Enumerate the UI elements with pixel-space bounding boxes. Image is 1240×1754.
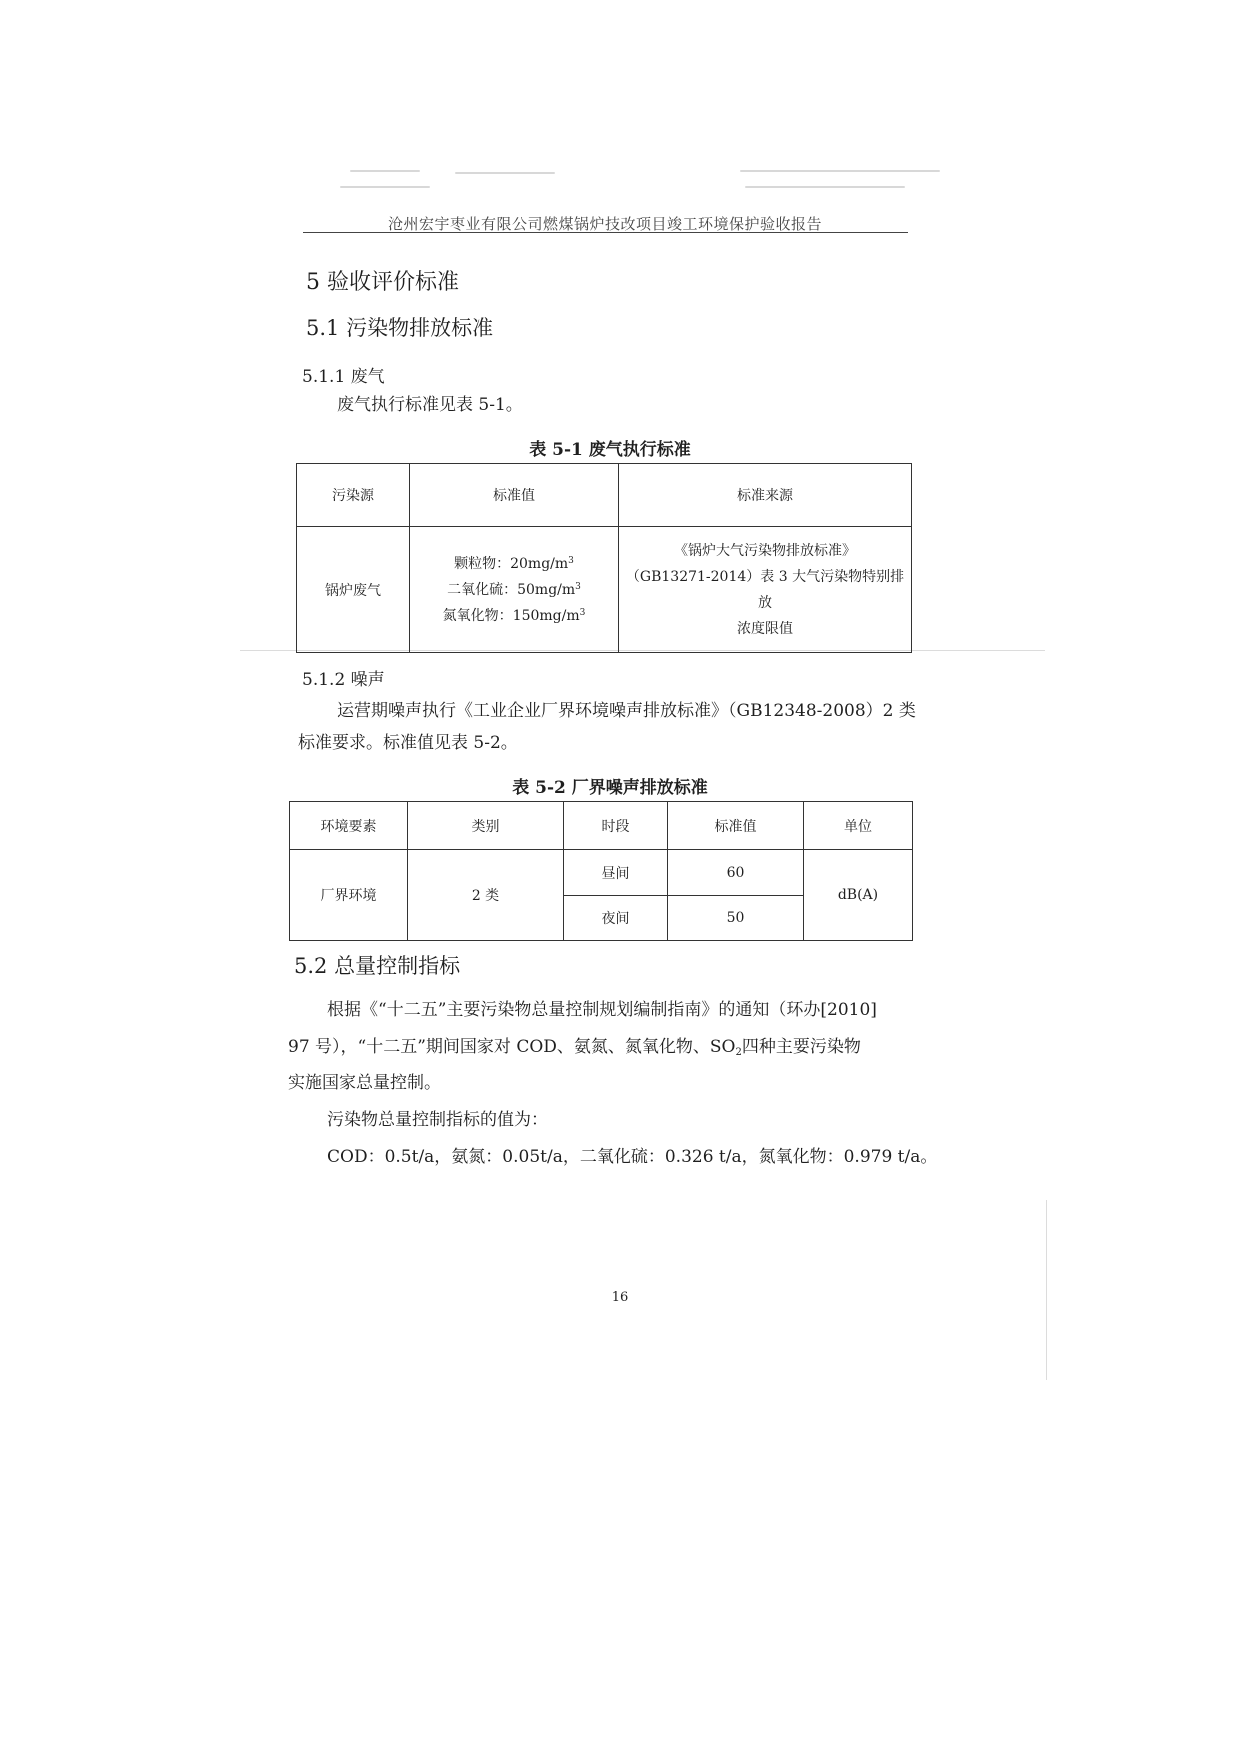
paragraph: 污染物总量控制指标的值为：	[327, 1110, 548, 1130]
paragraph: 运营期噪声执行《工业企业厂界环境噪声排放标准》（GB12348-2008）2 类	[337, 701, 916, 721]
origin-line: 浓度限值	[737, 620, 793, 637]
table-cell-origin	[619, 527, 912, 653]
scan-artifact	[350, 170, 420, 172]
subsection-title: 5.2 总量控制指标	[294, 954, 461, 978]
subsubsection-title: 5.1.1 废气	[302, 367, 385, 387]
header-rule	[303, 232, 908, 233]
paragraph: 实施国家总量控制。	[288, 1073, 441, 1093]
subsection-title: 5.1 污染物排放标准	[306, 316, 494, 340]
table-cell-category: 2 类	[408, 850, 564, 941]
table-header-cell: 时段	[564, 802, 668, 850]
noise-standard-table	[289, 801, 913, 941]
scan-artifact	[340, 186, 430, 188]
table-cell-values	[410, 527, 619, 653]
table-header-cell: 标准来源	[619, 464, 912, 527]
table-header-cell: 标准值	[668, 802, 804, 850]
value-line: 二氧化硫：$50mg/m^3$	[447, 581, 581, 598]
table-caption: 表 5-2 厂界噪声排放标准	[512, 778, 708, 798]
table-header-cell: 环境要素	[290, 802, 408, 850]
table-cell-value: 60	[668, 850, 804, 896]
table-cell-unit: dB(A)	[804, 850, 913, 941]
table-cell-period: 夜间	[564, 896, 668, 941]
table-header-cell: 单位	[804, 802, 913, 850]
scan-artifact	[455, 172, 555, 174]
table-header-cell: 类别	[408, 802, 564, 850]
running-header: 沧州宏宇枣业有限公司燃煤锅炉技改项目竣工环境保护验收报告	[387, 215, 822, 233]
scan-artifact	[745, 186, 905, 188]
paragraph: 标准要求。标准值见表 5-2。	[298, 733, 518, 753]
subsubsection-title: 5.1.2 噪声	[302, 670, 385, 690]
table-header-cell: 污染源	[297, 464, 410, 527]
paragraph: 废气执行标准见表 5-1。	[337, 395, 523, 415]
value-line: 氮氧化物：$150mg/m^3$	[442, 607, 586, 624]
page-number: 16	[611, 1290, 629, 1305]
scan-artifact	[740, 170, 940, 172]
table-cell-source: 锅炉废气	[297, 527, 410, 653]
table-cell-value: 50	[668, 896, 804, 941]
emission-standard-table	[296, 463, 912, 653]
section-title: 5 验收评价标准	[306, 270, 459, 295]
value-line: 颗粒物：$20mg/m^3$	[454, 555, 574, 572]
table-cell-period: 昼间	[564, 850, 668, 896]
origin-line: （GB13271-2014）表 3 大气污染物特别排放	[625, 568, 905, 611]
table-header-cell: 标准值	[410, 464, 619, 527]
paragraph: 根据《“十二五”主要污染物总量控制规划编制指南》的通知（环办[2010]	[327, 1000, 877, 1020]
paragraph: COD：0.5t/a，氨氮：0.05t/a，二氧化硫：0.326 t/a，氮氧化物：0.979 t/a。	[327, 1147, 938, 1167]
table-cell-element: 厂界环境	[290, 850, 408, 941]
table-caption: 表 5-1 废气执行标准	[529, 440, 691, 460]
paragraph: 97 号），“十二五”期间国家对 COD、氨氮、氮氧化物、$SO_2$四种主要污染物	[288, 1037, 861, 1058]
origin-line: 《锅炉大气污染物排放标准》	[674, 542, 856, 559]
